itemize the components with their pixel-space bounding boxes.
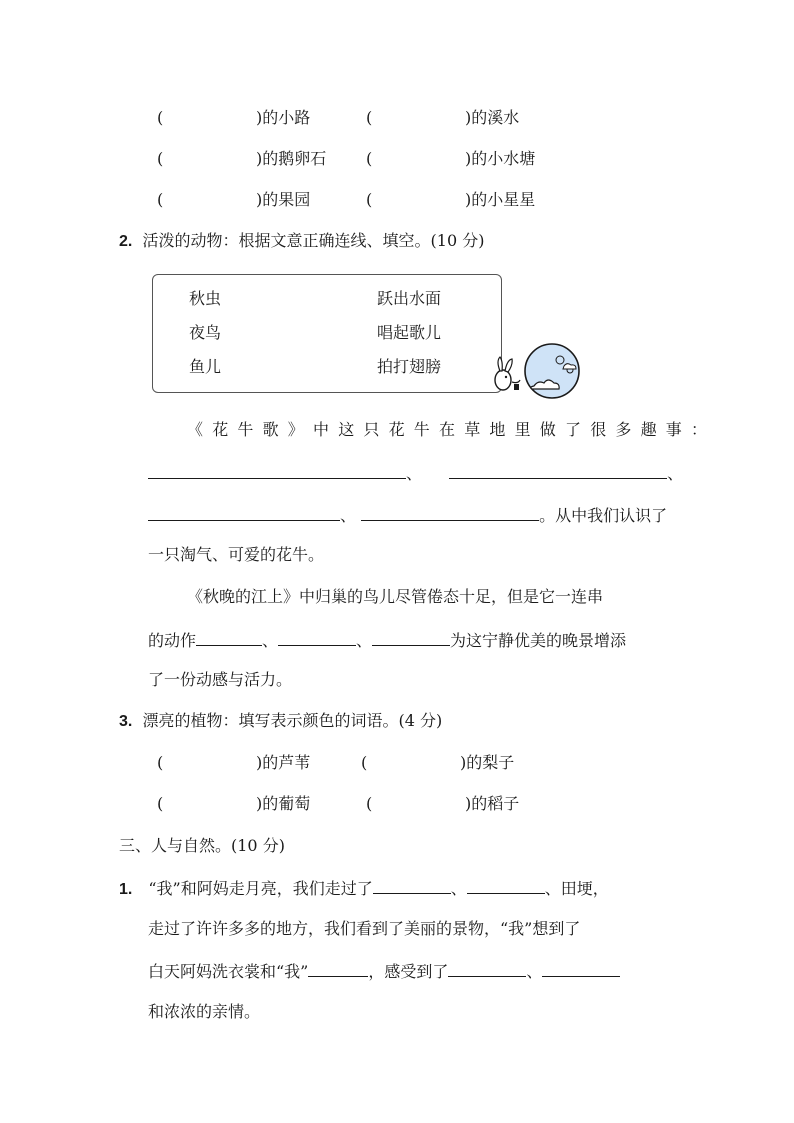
answer-blank[interactable] xyxy=(278,629,356,646)
section-heading: 三、人与自然。(10 分) xyxy=(119,836,285,855)
answer-blank[interactable] xyxy=(467,877,545,894)
blank-phrase: )的小水塘 xyxy=(465,149,536,168)
answer-blank[interactable] xyxy=(542,960,620,977)
paragraph-text: 的动作 xyxy=(148,631,197,650)
answer-line xyxy=(148,629,626,651)
paren-open: ( xyxy=(361,753,368,772)
paragraph-text: ，感受到了 xyxy=(368,962,449,981)
blank-phrase: )的小路 xyxy=(256,108,311,127)
paren-open: ( xyxy=(157,190,164,209)
question-text: 活泼的动物：根据文意正确连线、填空。(10 分) xyxy=(142,231,485,250)
paren-open: ( xyxy=(366,108,373,127)
answer-line xyxy=(148,504,667,526)
separator: 、 xyxy=(526,962,543,981)
question-number: 1. xyxy=(119,881,133,898)
match-right-item[interactable]: 唱起歌儿 xyxy=(377,323,442,342)
answer-blank[interactable] xyxy=(196,629,262,646)
separator: 、 xyxy=(356,631,373,650)
paren-open: ( xyxy=(366,190,373,209)
blank-phrase: )的葡萄 xyxy=(256,794,311,813)
blank-phrase: )的芦苇 xyxy=(256,753,311,772)
paragraph-text: “我”和阿妈走月亮，我们走过了 xyxy=(148,879,373,898)
paragraph-line: 《秋晚的江上》中归巢的鸟儿尽管倦态十足，但是它一连串 xyxy=(187,587,604,606)
paren-open: ( xyxy=(157,794,164,813)
paragraph-text: 为这宁静优美的晚景增添 xyxy=(450,631,627,650)
paren-open: ( xyxy=(366,149,373,168)
match-left-item[interactable]: 秋虫 xyxy=(189,289,222,308)
paragraph-text: 。从中我们认识了 xyxy=(539,506,668,525)
answer-blank[interactable] xyxy=(148,462,406,479)
answer-line xyxy=(119,877,609,900)
answer-blank[interactable] xyxy=(372,629,450,646)
paragraph-line: 走过了许许多多的地方，我们看到了美丽的景物，“我”想到了 xyxy=(148,919,581,938)
blank-phrase: )的梨子 xyxy=(460,753,515,772)
question-2-heading xyxy=(119,231,484,252)
question-3-heading xyxy=(119,711,442,732)
answer-line xyxy=(148,960,620,982)
paragraph-line: 《花牛歌》中这只花牛在草地里做了很多趣事： xyxy=(187,420,717,439)
paragraph-line: 了一份动感与活力。 xyxy=(148,670,293,689)
paren-open: ( xyxy=(157,753,164,772)
blank-phrase: )的溪水 xyxy=(465,108,520,127)
question-text: 漂亮的植物：填写表示颜色的词语。(4 分) xyxy=(142,711,443,730)
paragraph-line: 和浓浓的亲情。 xyxy=(148,1002,261,1021)
paren-open: ( xyxy=(157,149,164,168)
answer-blank[interactable] xyxy=(361,504,539,521)
blank-phrase: )的鹅卵石 xyxy=(256,149,327,168)
paragraph-text: 白天阿妈洗衣裳和“我” xyxy=(148,962,309,981)
separator: 、 xyxy=(262,631,279,650)
match-right-item[interactable]: 跃出水面 xyxy=(377,289,442,308)
answer-blank[interactable] xyxy=(148,504,340,521)
paren-open: ( xyxy=(157,108,164,127)
blank-phrase: )的稻子 xyxy=(465,794,520,813)
blank-phrase: )的小星星 xyxy=(465,190,536,209)
question-number: 2. xyxy=(119,233,133,250)
separator: 、 xyxy=(667,464,684,483)
answer-line xyxy=(148,462,683,484)
paragraph-line: 一只淘气、可爱的花牛。 xyxy=(148,545,325,564)
question-number: 3. xyxy=(119,713,133,730)
match-right-item[interactable]: 拍打翅膀 xyxy=(377,357,442,376)
answer-blank[interactable] xyxy=(449,462,667,479)
answer-blank[interactable] xyxy=(373,877,451,894)
blank-phrase: )的果园 xyxy=(256,190,311,209)
answer-blank[interactable] xyxy=(308,960,368,977)
moon-rabbit-icon xyxy=(490,340,586,400)
separator: 、 xyxy=(406,464,423,483)
paren-open: ( xyxy=(366,794,373,813)
match-left-item[interactable]: 夜鸟 xyxy=(189,323,222,342)
paragraph-text: 、田埂， xyxy=(544,879,609,898)
separator: 、 xyxy=(340,506,357,525)
answer-blank[interactable] xyxy=(448,960,526,977)
match-left-item[interactable]: 鱼儿 xyxy=(189,357,222,376)
separator: 、 xyxy=(450,879,467,898)
